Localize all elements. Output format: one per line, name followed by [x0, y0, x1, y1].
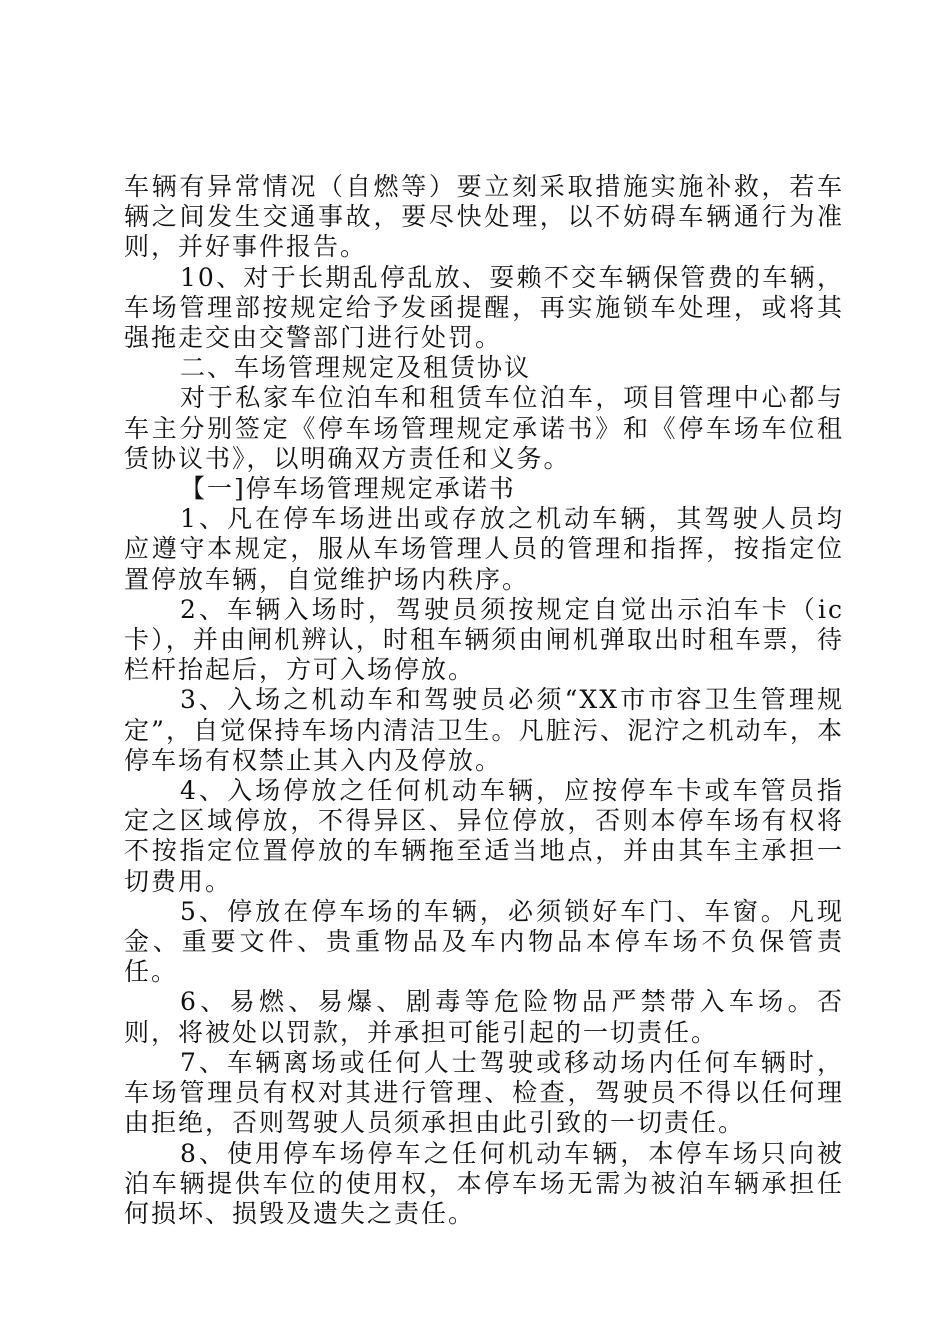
paragraph-rule-5: 5、停放在停车场的车辆，必须锁好车门、车窗。凡现金、重要文件、贵重物品及车内物品本停车场不负保管责任。 [124, 896, 844, 987]
subsection-heading: 【一]停车场管理规定承诺书 [180, 474, 516, 504]
paragraph-rule-3: 3、入场之机动车和驾驶员必须“XX市市容卫生管理规定”，自觉保持车场内清洁卫生。凡脏污、泥泞之机动车，本停车场有权禁止其入内及停放。 [124, 685, 844, 775]
paragraph-rule-8: 8、使用停车场停车之任何机动车辆，本停车场只向被泊车辆提供车位的使用权，本停车场无需为被泊车辆承担任何损坏、损毁及遗失之责任。 [124, 1138, 844, 1228]
paragraph-continuation: 车辆有异常情况（自燃等）要立刻采取措施实施补救，若车辆之间发生交通事故，要尽快处理，以不妨碍车辆通行为准则，并好事件报告。 [124, 172, 844, 262]
paragraph-rule-1: 1、凡在停车场进出或存放之机动车辆，其驾驶人员均应遵守本规定，服从车场管理人员的管理和指挥，按指定位置停放车辆，自觉维护场内秩序。 [124, 504, 844, 594]
paragraph-intro: 对于私家车位泊车和租赁车位泊车，项目管理中心都与车主分别签定《停车场管理规定承诺书》和《停车场车位租赁协议书》，以明确双方责任和义务。 [124, 383, 844, 473]
paragraph-rule-4: 4、入场停放之任何机动车辆，应按停车卡或车管员指定之区域停放，不得异区、异位停放，否则本停车场有权将不按指定位置停放的车辆拖至适当地点，并由其车主承担一切费用。 [124, 776, 844, 896]
paragraph-rule-7: 7、车辆离场或任何人士驾驶或移动场内任何车辆时，车场管理员有权对其进行管理、检查，驾驶员不得以任何理由拒绝，否则驾驶人员须承担由此引致的一切责任。 [124, 1047, 844, 1138]
paragraph-rule-6: 6、易燃、易爆、剧毒等危险物品严禁带入车场。否则，将被处以罚款，并承担可能引起的一切责任。 [124, 987, 844, 1047]
paragraph-rule-2: 2、车辆入场时，驾驶员须按规定自觉出示泊车卡（ic卡），并由闸机辨认，时租车辆须由闸机弹取出时租车票，待栏杆抬起后，方可入场停放。 [124, 594, 844, 685]
document-body [124, 172, 844, 1229]
section-heading: 二、车场管理规定及租赁协议 [180, 353, 532, 383]
paragraph-item-10: 10、对于长期乱停乱放、耍赖不交车辆保管费的车辆，车场管理部按规定给予发函提醒，再实施锁车处理，或将其强拖走交由交警部门进行处罚。 [124, 262, 844, 353]
